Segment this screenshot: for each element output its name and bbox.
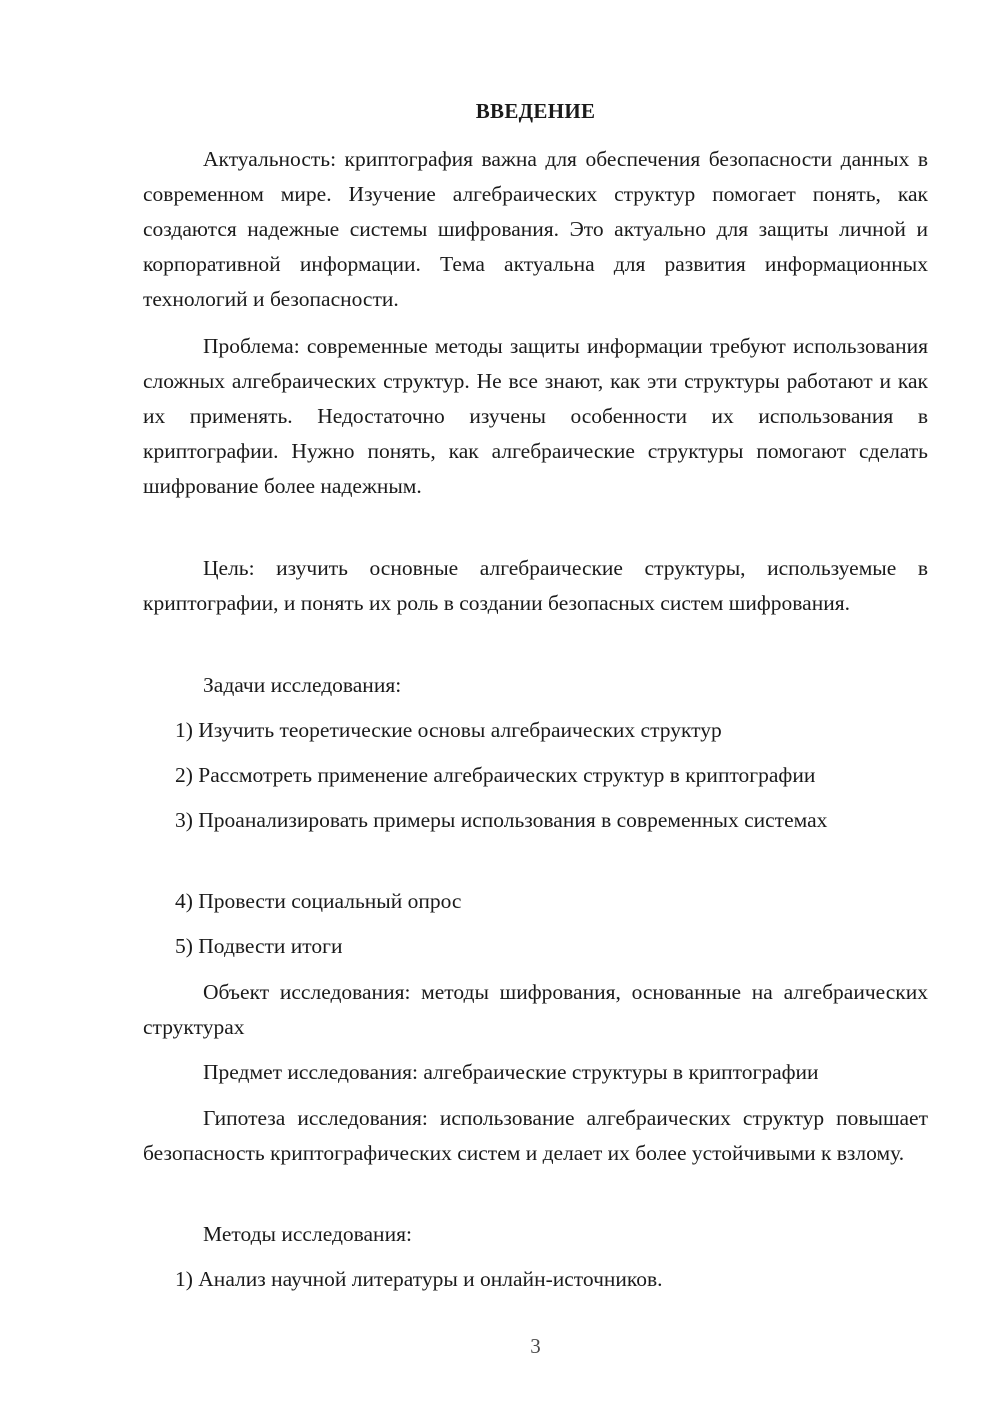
task-item-2: 2) Рассмотреть применение алгебраических структур в криптографии	[175, 763, 816, 787]
page-title: ВВЕДЕНИЕ	[475, 99, 596, 123]
methods-heading: Методы исследования:	[203, 1222, 412, 1246]
tasks-heading: Задачи исследования:	[203, 673, 402, 697]
paragraph-object: Объект исследования: методы шифрования, основанные на алгебраических структурах	[143, 980, 928, 1039]
task-item-1: 1) Изучить теоретические основы алгебраических структур	[175, 718, 722, 742]
task-item-3: 3) Проанализировать примеры использования в современных системах	[175, 808, 828, 832]
page-number: 3	[530, 1334, 541, 1358]
paragraph-subject: Предмет исследования: алгебраические структуры в криптографии	[203, 1060, 819, 1084]
paragraph-problem: Проблема: современные методы защиты информации требуют использования сложных алгебраических структур. Не все знают, как эти структуры работают и как их применять. Недостаточно изучены особенности их использования в криптографии. Нужно понять, как алгебраические структуры помогают сделать шифрование более надежным.	[143, 334, 928, 498]
paragraph-goal: Цель: изучить основные алгебраические структуры, используемые в криптографии, и понять их роль в создании безопасных систем шифрования.	[143, 556, 928, 615]
task-item-5: 5) Подвести итоги	[175, 934, 343, 958]
method-item-1: 1) Анализ научной литературы и онлайн-источников.	[175, 1267, 663, 1291]
task-item-4: 4) Провести социальный опрос	[175, 889, 462, 913]
paragraph-relevance: Актуальность: криптография важна для обеспечения безопасности данных в современном мире. Изучение алгебраических структур помогает понять, как создаются надежные системы шифрования. Это актуально для защиты личной и корпоративной информации. Тема актуальна для развития информационных технологий и безопасности.	[143, 147, 928, 311]
paragraph-hypothesis: Гипотеза исследования: использование алгебраических структур повышает безопасность криптографических систем и делает их более устойчивыми к взлому.	[143, 1106, 928, 1165]
